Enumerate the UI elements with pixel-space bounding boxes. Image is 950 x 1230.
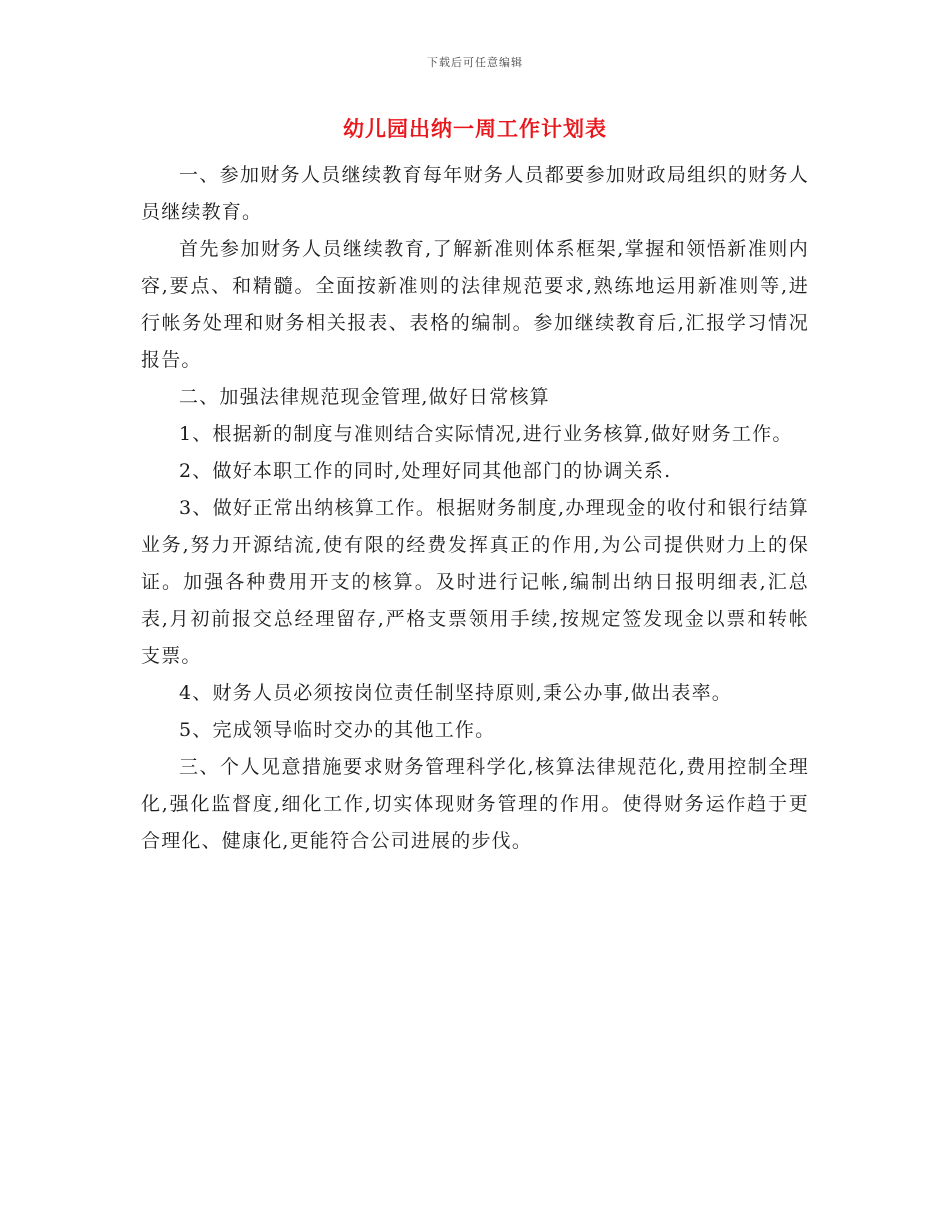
paragraph-7: 4、财务人员必须按岗位责任制坚持原则,秉公办事,做出表率。 [179, 682, 732, 704]
paragraph-6: 3、做好正常出纳核算工作。根据财务制度,办理现金的收付和银行结算业务,努力开源结流,使有限的经费发挥真正的作用,为公司提供财力上的保证。加强各种费用开支的核算。及时进行记帐,编制出纳日报明细表,汇总表,月初前报交总经理留存,严格支票领用手续,按规定签发现金以票和转帐支票。 [141, 497, 809, 667]
paragraph-8: 5、完成领导临时交办的其他工作。 [179, 719, 496, 741]
paragraph-3: 二、加强法律规范现金管理,做好日常核算 [179, 386, 550, 408]
paragraph-2: 首先参加财务人员继续教育,了解新准则体系框架,掌握和领悟新准则内容,要点、和精髓。全面按新准则的法律规范要求,熟练地运用新准则等,进行帐务处理和财务相关报表、表格的编制。参加继续教育后,汇报学习情况报告。 [141, 238, 809, 371]
paragraph-5: 2、做好本职工作的同时,处理好同其他部门的协调关系. [179, 460, 672, 482]
document-body [141, 157, 809, 860]
paragraph-4: 1、根据新的制度与准则结合实际情况,进行业务核算,做好财务工作。 [179, 423, 793, 445]
document-title: 幼儿园出纳一周工作计划表 [343, 117, 607, 141]
paragraph-9: 三、个人见意措施要求财务管理科学化,核算法律规范化,费用控制全理化,强化监督度,细化工作,切实体现财务管理的作用。使得财务运作趋于更合理化、健康化,更能符合公司进展的步伐。 [141, 756, 809, 852]
header-note: 下载后可任意编辑 [427, 56, 523, 69]
paragraph-1: 一、参加财务人员继续教育每年财务人员都要参加财政局组织的财务人员继续教育。 [141, 164, 809, 223]
